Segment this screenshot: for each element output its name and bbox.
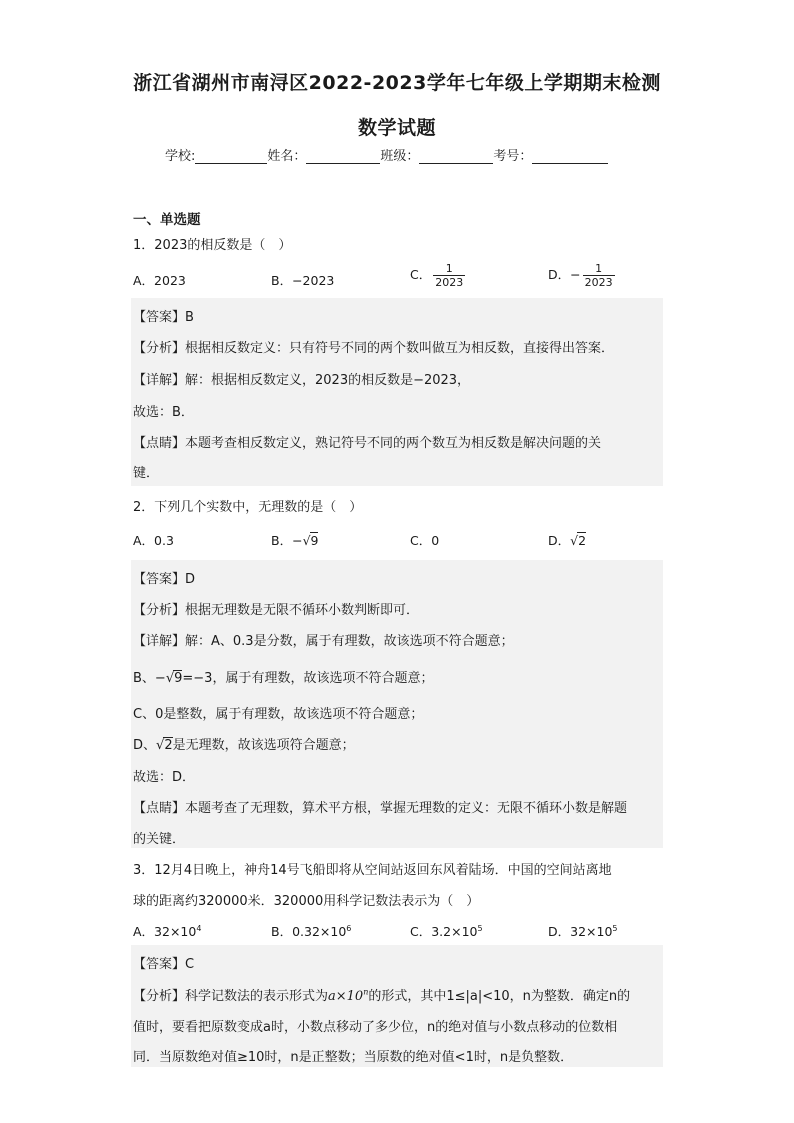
class-blank	[419, 149, 493, 164]
q2-analysis: 【分析】根据无理数是无限不循环小数判断即可．	[133, 603, 420, 618]
q2-choose: 故选：D．	[133, 770, 196, 785]
q3-option-d: D．$32\times 10^5$	[548, 923, 618, 939]
number-blank	[532, 149, 608, 164]
fraction: $\frac{1}{2023}$	[435, 262, 464, 289]
q1-answer-box	[131, 298, 663, 486]
q3-stem-line2: 球的距离约320000米．320000用科学记数法表示为（ ）	[133, 894, 480, 909]
q1-option-a: A．2023	[133, 273, 186, 288]
q2-detail: 【详解】解：A、0.3是分数，属于有理数，故该选项不符合题意；	[133, 634, 514, 649]
q3-stem-line1: 3．12月4日晚上，神舟14号飞船即将从空间站返回东风着陆场．中国的空间站离地	[133, 863, 612, 878]
q3-answer: 【答案】C	[133, 957, 195, 972]
name-label: 姓名：	[267, 149, 307, 164]
student-info-row	[165, 145, 608, 164]
fraction: $\frac{1}{2023}$	[584, 262, 613, 289]
q1-choose: 故选：B．	[133, 405, 194, 420]
q3-option-c: C．$3.2\times 10^5$	[410, 923, 483, 939]
q2-detail-c: C、0是整数，属于有理数，故该选项不符合题意；	[133, 707, 424, 722]
q1-stem: 1．2023的相反数是（ ）	[133, 238, 292, 253]
q1-option-c: C． $\frac{1}{2023}$	[410, 262, 464, 289]
number-label: 考号：	[493, 149, 533, 164]
q1-answer: 【答案】B	[133, 310, 194, 325]
name-blank	[306, 149, 380, 164]
q3-option-a: A．$32\times 10^4$	[133, 923, 202, 939]
q2-option-a: A．0.3	[133, 533, 174, 548]
q1-detail: 【详解】解：根据相反数定义，2023的相反数是−2023，	[133, 373, 471, 388]
q2-stem: 2．下列几个实数中，无理数的是（ ）	[133, 500, 363, 515]
section-title: 一、单选题	[133, 212, 201, 228]
q2-detail-d: D、√2是无理数，故该选项符合题意；	[133, 738, 355, 753]
q2-option-b: B．−√9	[271, 533, 319, 548]
q2-option-d: D．√2	[548, 533, 587, 548]
q1-option-b: B．−2023	[271, 273, 335, 288]
q2-detail-b: B、−√9=−3，属于有理数，故该选项不符合题意；	[133, 671, 434, 686]
q2-option-c: C．0	[410, 533, 440, 548]
q1-analysis: 【分析】根据相反数定义：只有符号不同的两个数叫做互为相反数，直接得出答案．	[133, 341, 615, 356]
class-label: 班级：	[380, 149, 420, 164]
document-title: 浙江省湖州市南浔区2022-2023学年七年级上学期期末检测	[133, 72, 661, 94]
q2-comment-line2: 的关键．	[133, 832, 186, 847]
q3-analysis-line3: 同．当原数绝对值≥10时，n是正整数；当原数的绝对值<1时，n是负整数．	[133, 1050, 574, 1065]
school-blank	[195, 149, 267, 164]
q3-option-b: B．$0.32\times 10^6$	[271, 923, 352, 939]
school-label: 学校:	[165, 149, 196, 164]
q2-comment-line1: 【点睛】本题考查了无理数，算术平方根，掌握无理数的定义：无限不循环小数是解题	[133, 801, 628, 816]
q1-option-d: D．− $\frac{1}{2023}$	[548, 262, 613, 289]
q3-analysis-line2: 值时，要看把原数变成a时，小数点移动了多少位，n的绝对值与小数点移动的位数相	[133, 1020, 618, 1035]
q2-answer: 【答案】D	[133, 572, 196, 587]
q1-comment-line2: 键．	[133, 466, 160, 481]
q3-analysis-line1: 【分析】科学记数法的表示形式为$a\times 10^n$的形式，其中1≤|a|<10，n为整数．确定n的	[133, 987, 631, 1004]
q1-comment-line1: 【点睛】本题考查相反数定义，熟记符号不同的两个数互为相反数是解决问题的关	[133, 436, 602, 451]
document-subtitle: 数学试题	[357, 117, 436, 139]
